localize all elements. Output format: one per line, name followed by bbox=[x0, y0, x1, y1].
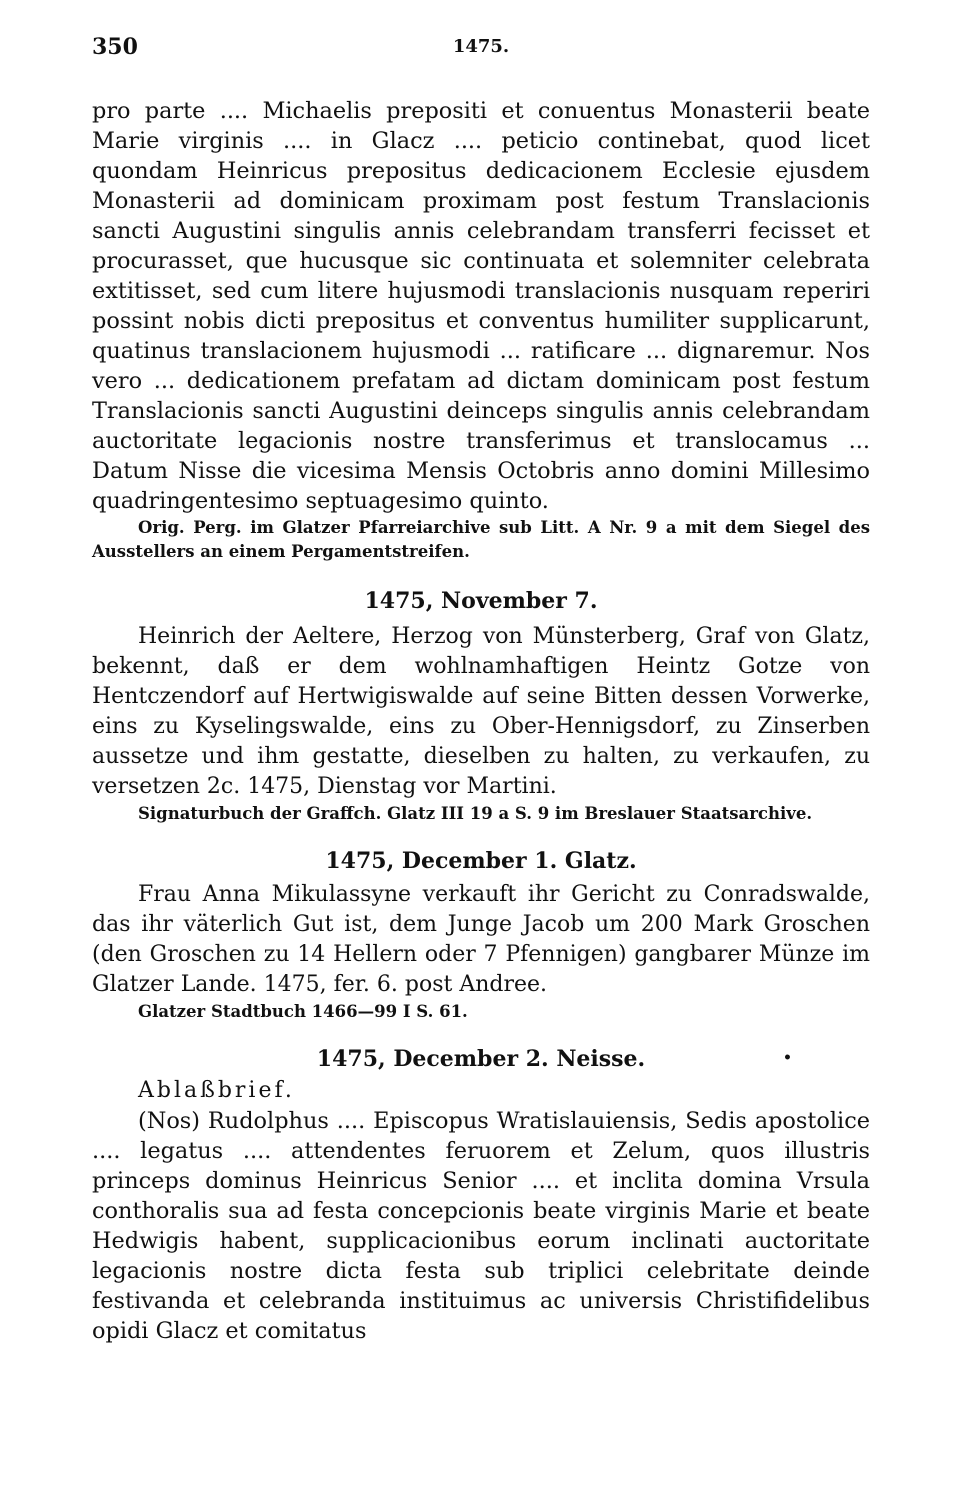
intro-latin-text: pro parte .... Michaelis prepositi et conuentus Monasterii beate Marie virginis .... in Glacz .... peticio continebat, quod licet quondam Heinricus prepositus dedicacionem Ecclesie ejusdem Monasterii ad dominicam proximam post festum Translacionis sancti Augustini singulis annis celebrandam transferri fecisset et procurasset, que hucusque sic continuata et solemniter celebrata extitisset, sed cum litere hujusmodi translacionis nusquam reperiri possint nobis dicti prepositus et conventus humiliter supplicarunt, quatinus translacionem hujusmodi ... ratificare ... dignaremur. Nos vero ... dedicationem prefatam ad dictam dominicam post festum Translacionis sancti Augustini deinceps singulis annis celebrandam auctoritate legacionis nostre transferimus et translocamus ... Datum Nisse die vicesima Mensis Octobris anno domini Millesimo quadringentesimo septuagesimo quinto. bbox=[92, 98, 870, 514]
intro-source-note: Orig. Perg. im Glatzer Pfarreiarchive sub Litt. A Nr. 9 a mit dem Siegel des Ausstellers an einem Pergamentstreifen. bbox=[92, 518, 870, 561]
entry-source-dec-1: Glatzer Stadtbuch 1466—99 I S. 61. bbox=[138, 1002, 468, 1021]
running-year: 1475. bbox=[452, 36, 510, 57]
entry-text-dec-1: Frau Anna Mikulassyne verkauft ihr Gericht zu Conradswalde, das ihr väterlich Gut ist, dem Junge Jacob um 200 Mark Groschen (den Groschen zu 14 Hellern oder 7 Pfennigen) gangbarer Münze im Glatzer Lande. 1475, fer. 6. post Andree. bbox=[92, 882, 870, 997]
entry-heading-dec-1: 1475, December 1. Glatz. bbox=[325, 848, 637, 874]
page bbox=[92, 34, 870, 1346]
stray-mark: • bbox=[783, 1050, 792, 1066]
entry-heading-dec-2-wrap bbox=[92, 1046, 870, 1072]
entry-heading-nov-7: 1475, November 7. bbox=[364, 588, 598, 614]
entry-heading-dec-2: 1475, December 2. Neisse. bbox=[316, 1046, 646, 1072]
entry-source-nov-7: Signaturbuch der Graffch. Glatz III 19 a S. 9 im Breslauer Staatsarchive. bbox=[138, 804, 813, 823]
entry-doc-type-dec-2: Ablaßbrief. bbox=[138, 1078, 295, 1103]
entry-text-nov-7: Heinrich der Aeltere, Herzog von Münsterberg, Graf von Glatz, bekennt, daß er dem wohlnamhaftigen Heintz Gotze von Hentczendorf auf Hertwigiswalde auf seine Bitten dessen Vorwerke, eins zu Kyselingswalde, eins zu Ober-Hennigsdorf, zu Zinserben aussetze und ihm gestatte, dieselben zu halten, zu verkaufen, zu versetzen 2c. 1475, Dienstag vor Martini. bbox=[92, 624, 870, 799]
entry-text-dec-2: (Nos) Rudolphus .... Episcopus Wratislauiensis, Sedis apostolice .... legatus .... attendentes feruorem et Zelum, quos illustris princeps dominus Heinricus Senior .... et inclita domina Vrsula conthoralis sua ad festa concepcionis beate virginis Marie et beate Hedwigis habent, supplicacionibus eorum inclinati auctoritate legacionis nostre dicta festa sub triplici celebritate deinde festivanda et celebranda instituimus ac universis Christifidelibus opidi Glacz et comitatus bbox=[92, 1108, 870, 1344]
running-head bbox=[92, 34, 870, 70]
page-number: 350 bbox=[92, 34, 138, 60]
